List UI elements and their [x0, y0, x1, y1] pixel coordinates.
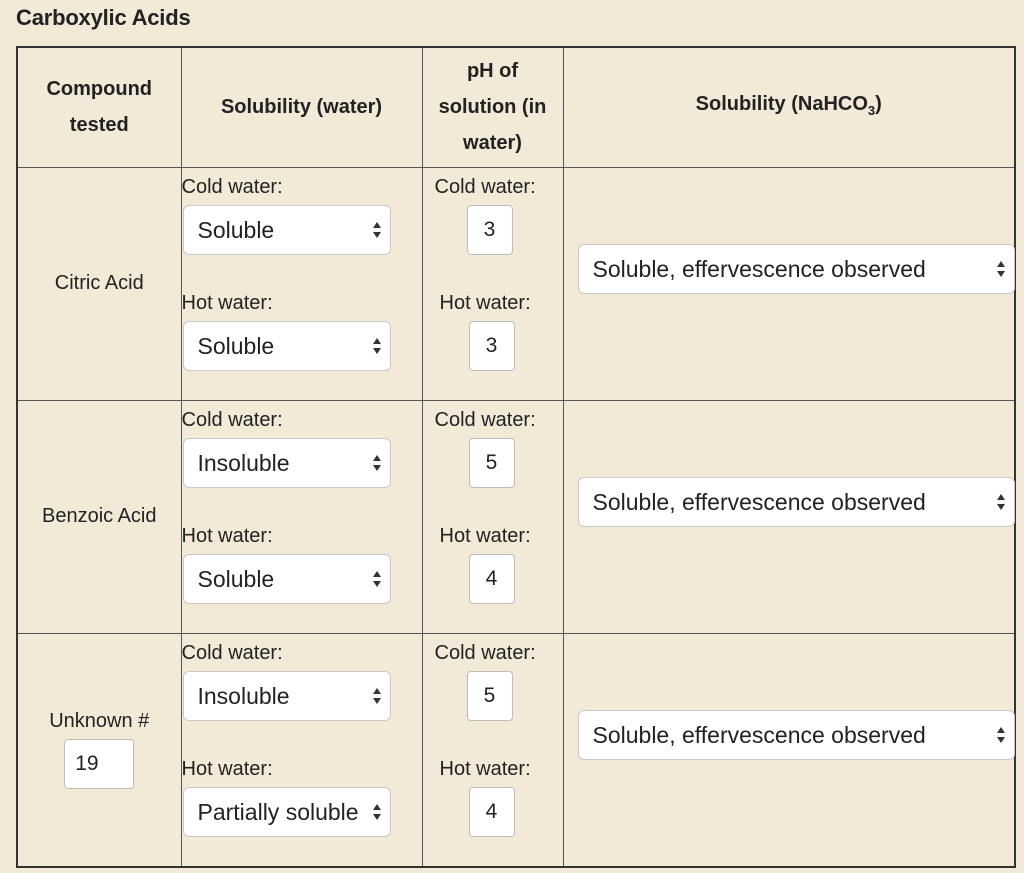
- cold-water-label: Cold water:: [181, 408, 283, 431]
- hot-water-label: Hot water:: [181, 757, 273, 780]
- table-header-row: [17, 47, 1015, 167]
- hot-water-label: Hot water:: [181, 524, 273, 547]
- nahco3-solubility-select[interactable]: Soluble, effervescence observed: [578, 477, 1015, 527]
- table-row: [17, 400, 1015, 633]
- header-solubility-water: Solubility (water): [181, 47, 422, 167]
- select-arrows-icon: [996, 725, 1006, 745]
- solubility-water-cell: [181, 400, 422, 633]
- select-arrows-icon: [372, 453, 382, 473]
- solubility-water-cell: [181, 167, 422, 400]
- hot-ph-input[interactable]: 3: [469, 321, 515, 371]
- compound-name: Unknown #: [49, 710, 150, 732]
- cold-water-label: Cold water:: [434, 641, 536, 664]
- cold-water-label: Cold water:: [434, 175, 536, 198]
- solubility-nahco3-cell: [563, 167, 1015, 400]
- hot-ph-input[interactable]: 4: [469, 554, 515, 604]
- header-solubility-nahco3: Solubility (NaHCO$_3$): [563, 47, 1015, 167]
- hot-solubility-select[interactable]: Soluble: [183, 554, 391, 604]
- compound-cell: [17, 633, 181, 867]
- solubility-nahco3-cell: [563, 633, 1015, 867]
- select-arrows-icon: [372, 802, 382, 822]
- compound-cell: [17, 400, 181, 633]
- cold-solubility-select[interactable]: Soluble: [183, 205, 391, 255]
- cold-ph-input[interactable]: 5: [467, 671, 513, 721]
- hot-solubility-select[interactable]: Soluble: [183, 321, 391, 371]
- unknown-number-input[interactable]: 19: [64, 739, 134, 789]
- cold-solubility-select[interactable]: Insoluble: [183, 671, 391, 721]
- cold-water-label: Cold water:: [434, 408, 536, 431]
- cold-water-label: Cold water:: [181, 175, 283, 198]
- cold-solubility-select[interactable]: Insoluble: [183, 438, 391, 488]
- select-arrows-icon: [372, 336, 382, 356]
- select-arrows-icon: [996, 492, 1006, 512]
- hot-water-label: Hot water:: [439, 757, 531, 780]
- hot-water-label: Hot water:: [439, 524, 531, 547]
- hot-ph-input[interactable]: 4: [469, 787, 515, 837]
- compound-cell: [17, 167, 181, 400]
- carboxylic-acids-table: [16, 46, 1016, 868]
- table-row: [17, 167, 1015, 400]
- select-arrows-icon: [372, 220, 382, 240]
- hot-solubility-select[interactable]: Partially soluble: [183, 787, 391, 837]
- ph-cell: [422, 167, 563, 400]
- nahco3-solubility-select[interactable]: Soluble, effervescence observed: [578, 710, 1015, 760]
- page-title: Carboxylic Acids: [16, 5, 191, 30]
- compound-name: Citric Acid: [54, 272, 144, 294]
- table-row: [17, 633, 1015, 867]
- select-arrows-icon: [372, 569, 382, 589]
- hot-water-label: Hot water:: [181, 291, 273, 314]
- solubility-water-cell: [181, 633, 422, 867]
- ph-cell: [422, 400, 563, 633]
- compound-name: Benzoic Acid: [41, 505, 157, 527]
- header-ph-solution: pH of solution (in water): [422, 47, 563, 167]
- ph-cell: [422, 633, 563, 867]
- cold-ph-input[interactable]: 3: [467, 205, 513, 255]
- cold-water-label: Cold water:: [181, 641, 283, 664]
- header-compound-tested: Compound tested: [17, 47, 181, 167]
- nahco3-solubility-select[interactable]: Soluble, effervescence observed: [578, 244, 1015, 294]
- cold-ph-input[interactable]: 5: [469, 438, 515, 488]
- select-arrows-icon: [372, 686, 382, 706]
- select-arrows-icon: [996, 259, 1006, 279]
- hot-water-label: Hot water:: [439, 291, 531, 314]
- solubility-nahco3-cell: [563, 400, 1015, 633]
